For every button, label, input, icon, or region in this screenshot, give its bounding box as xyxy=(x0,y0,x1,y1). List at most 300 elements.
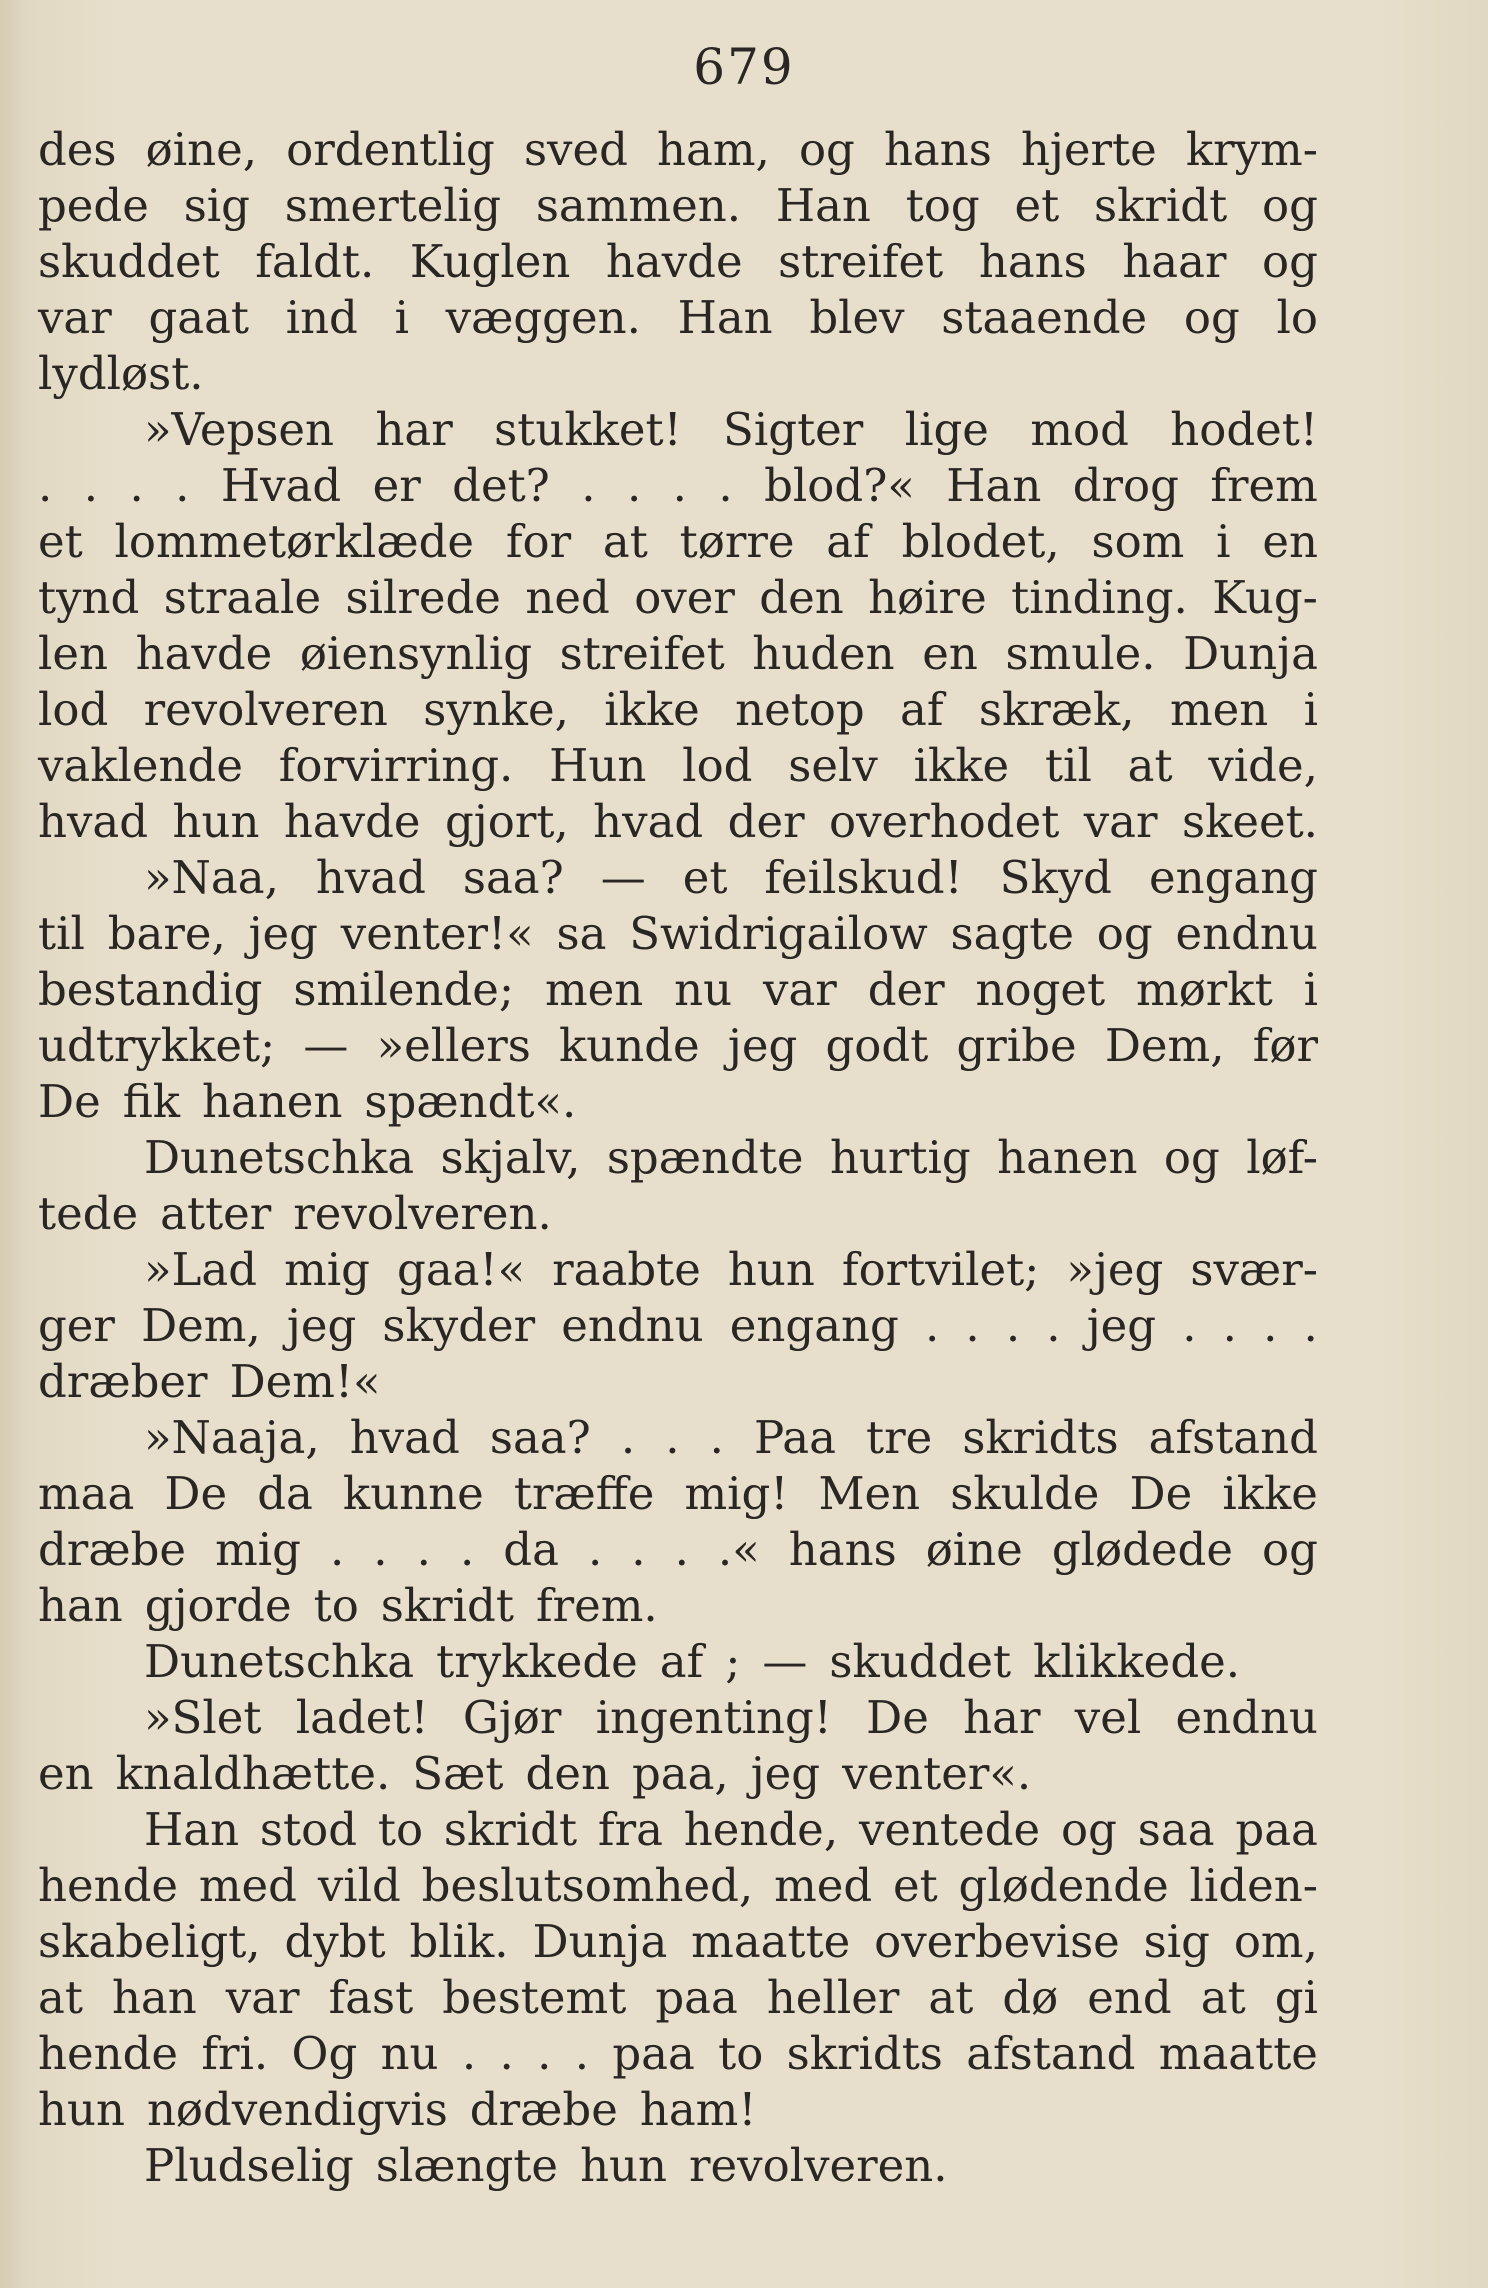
word: var xyxy=(38,291,112,344)
word: af xyxy=(900,683,944,736)
word: Gjør xyxy=(462,1691,562,1744)
text-line xyxy=(38,1578,1318,1634)
word: det? xyxy=(452,459,550,512)
word: »ellers xyxy=(376,1019,531,1072)
word: og xyxy=(1262,179,1318,232)
word: De xyxy=(164,1467,228,1520)
word: at xyxy=(602,515,648,568)
text-line xyxy=(38,962,1318,1018)
text-line xyxy=(38,1130,1318,1186)
word: var xyxy=(763,963,837,1016)
word: Swidrigailow xyxy=(629,907,928,960)
word: frem. xyxy=(535,1579,658,1632)
text-line xyxy=(38,794,1318,850)
word: ned xyxy=(525,571,610,624)
text-line xyxy=(38,1186,1318,1242)
word: to xyxy=(718,2027,764,2080)
word: hende xyxy=(38,2027,179,2080)
word: . xyxy=(672,459,687,512)
word: overhodet xyxy=(829,795,1060,848)
word: . xyxy=(461,2027,477,2080)
word: jeg xyxy=(1086,1299,1157,1352)
word: dræbe xyxy=(38,1523,187,1576)
word: hans xyxy=(978,235,1087,288)
word: træffe xyxy=(513,1467,655,1520)
word: sig xyxy=(1143,1915,1210,1968)
word: trykkede xyxy=(436,1635,638,1688)
word: De xyxy=(38,1075,101,1128)
word: paa, xyxy=(631,1747,729,1800)
word: vaklende xyxy=(38,739,243,792)
word: . xyxy=(718,459,733,512)
word: bare, xyxy=(107,907,226,960)
word: fik xyxy=(122,1075,181,1128)
word: øine xyxy=(925,1523,1023,1576)
text-line xyxy=(38,1970,1318,2026)
text-line xyxy=(38,1690,1318,1746)
word: De xyxy=(866,1691,929,1744)
word: . xyxy=(581,459,596,512)
word: som xyxy=(1091,515,1185,568)
word: hurtig xyxy=(829,1131,971,1184)
word: lommetørklæde xyxy=(114,515,475,568)
text-line xyxy=(38,2082,1318,2138)
word: lo xyxy=(1276,291,1318,344)
word: streifet xyxy=(778,235,944,288)
word: slængte xyxy=(375,2139,559,2192)
word: maatte xyxy=(691,1915,851,1968)
text-line xyxy=(38,738,1318,794)
word: nu xyxy=(380,2027,439,2080)
word: var xyxy=(225,1971,300,2024)
word: huden xyxy=(752,627,895,680)
word: Han xyxy=(775,179,871,232)
text-line xyxy=(38,1018,1318,1074)
word: hanen xyxy=(997,1131,1138,1184)
word: Hun xyxy=(549,739,647,792)
text-line xyxy=(38,234,1318,290)
word: fri. xyxy=(201,2027,269,2080)
word: dræbe xyxy=(469,2083,618,2136)
word: skyder xyxy=(382,1299,536,1352)
word: ham! xyxy=(639,2083,757,2136)
word: sved xyxy=(523,123,628,176)
text-line xyxy=(38,906,1318,962)
word: i xyxy=(1303,683,1318,736)
text-line xyxy=(38,122,1318,178)
word: »Slet xyxy=(144,1691,262,1744)
word: straale xyxy=(163,571,322,624)
word: Skyd xyxy=(999,851,1112,904)
word: jeg xyxy=(286,1299,357,1352)
word: Han xyxy=(677,291,773,344)
word: endnu xyxy=(561,1299,704,1352)
word: hun xyxy=(580,2139,668,2192)
text-line xyxy=(38,1634,1318,1690)
word: venter«. xyxy=(842,1747,1032,1800)
word: smilende; xyxy=(293,963,515,1016)
word: . xyxy=(587,1523,603,1576)
word: faldt. xyxy=(255,235,375,288)
text-line xyxy=(38,1746,1318,1802)
word: tre xyxy=(866,1411,933,1464)
word: . xyxy=(674,1523,689,1576)
word: engang xyxy=(729,1299,899,1352)
word: fortvilet; xyxy=(841,1243,1040,1296)
word: mod xyxy=(1030,403,1129,456)
word: og xyxy=(1262,1523,1318,1576)
word: før xyxy=(1252,1019,1318,1072)
word: skulde xyxy=(950,1467,1100,1520)
word: havde xyxy=(283,795,421,848)
word: — xyxy=(303,1019,349,1072)
word: hodet! xyxy=(1170,403,1318,456)
word: Kuglen xyxy=(409,235,571,288)
word: . xyxy=(709,1411,724,1464)
word: gaa!« xyxy=(397,1243,526,1296)
word: Han xyxy=(946,459,1042,512)
word: havde xyxy=(605,235,743,288)
word: krym- xyxy=(1185,123,1318,176)
word: . xyxy=(626,459,642,512)
word: lige xyxy=(904,403,989,456)
word: fast xyxy=(328,1971,414,2024)
word: sammen. xyxy=(535,179,742,232)
word: er xyxy=(372,459,421,512)
word: og xyxy=(1183,291,1240,344)
word: hun xyxy=(172,795,260,848)
word: . xyxy=(1182,1299,1197,1352)
word: . xyxy=(631,1523,646,1576)
word: tynd xyxy=(38,571,140,624)
word: skræk, xyxy=(978,683,1135,736)
word: Dem, xyxy=(1104,1019,1225,1072)
word: vel xyxy=(1074,1691,1142,1744)
word: netop xyxy=(735,683,865,736)
text-line xyxy=(38,458,1318,514)
word: De xyxy=(1129,1467,1193,1520)
word: »Vepsen xyxy=(144,403,335,456)
word: . xyxy=(1263,1299,1278,1352)
word: hvad xyxy=(315,851,426,904)
word: Pludselig xyxy=(144,2139,354,2192)
word: gribe xyxy=(956,1019,1077,1072)
word: hanen xyxy=(202,1075,343,1128)
word: gaat xyxy=(148,291,249,344)
word: at xyxy=(38,1971,83,2024)
word: da xyxy=(257,1467,313,1520)
word: men xyxy=(1169,683,1269,736)
word: overbevise xyxy=(874,1915,1120,1968)
word: ladet! xyxy=(295,1691,429,1744)
word: afstand xyxy=(1148,1411,1318,1464)
word: at xyxy=(928,1971,974,2024)
word: liden- xyxy=(1189,1859,1318,1912)
word: til xyxy=(1044,739,1092,792)
word: »Naaja, xyxy=(144,1411,320,1464)
word: ingenting! xyxy=(595,1691,832,1744)
word: da xyxy=(503,1523,559,1576)
word: paa xyxy=(1235,1803,1318,1856)
word: gi xyxy=(1274,1971,1318,2024)
word: . xyxy=(574,2027,590,2080)
word: ind xyxy=(285,291,358,344)
word: et xyxy=(38,515,83,568)
word: hvad xyxy=(349,1411,460,1464)
word: skuddet xyxy=(38,235,220,288)
word: . xyxy=(416,1523,431,1576)
word: udtrykket; xyxy=(38,1019,276,1072)
word: end xyxy=(1087,1971,1172,2024)
word: paa xyxy=(655,1971,738,2024)
word: haar xyxy=(1122,235,1227,288)
text-line xyxy=(38,1242,1318,1298)
word: Dem, xyxy=(141,1299,261,1352)
word: Dunja xyxy=(532,1915,668,1968)
word: . xyxy=(329,1523,345,1576)
word: . xyxy=(459,1523,475,1576)
word: men xyxy=(544,963,644,1016)
word: hans xyxy=(883,123,992,176)
word: væggen. xyxy=(445,291,641,344)
word: lod xyxy=(682,739,753,792)
word: hvad xyxy=(593,795,704,848)
word: skjalv, xyxy=(440,1131,581,1184)
word: en xyxy=(922,627,978,680)
word: mig xyxy=(284,1243,370,1296)
word: ger xyxy=(38,1299,115,1352)
word: han xyxy=(111,1971,197,2024)
word: der xyxy=(867,963,945,1016)
word: skridts xyxy=(786,2027,943,2080)
word: . xyxy=(1222,1299,1237,1352)
word: spændt«. xyxy=(364,1075,577,1128)
text-line xyxy=(38,850,1318,906)
word: gjort, xyxy=(444,795,569,848)
word: ; xyxy=(725,1635,741,1688)
word: ordentlig xyxy=(286,123,495,176)
text-line xyxy=(38,2026,1318,2082)
word: han xyxy=(38,1579,123,1632)
word: blev xyxy=(809,291,905,344)
word: maatte xyxy=(1158,2027,1318,2080)
text-line xyxy=(38,1354,1318,1410)
text-line xyxy=(38,1914,1318,1970)
word: med xyxy=(198,1859,297,1912)
word: Dem!« xyxy=(229,1355,381,1408)
word: ikke xyxy=(913,739,1010,792)
word: to xyxy=(313,1579,359,1632)
word: Kug- xyxy=(1212,571,1318,624)
text-line xyxy=(38,1522,1318,1578)
word: frem xyxy=(1210,459,1318,512)
text-line xyxy=(38,1466,1318,1522)
word: skabeligt, xyxy=(38,1915,261,1968)
word: ham, xyxy=(657,123,770,176)
word: blodet, xyxy=(901,515,1060,568)
word: hans xyxy=(788,1523,897,1576)
word: smertelig xyxy=(284,179,502,232)
text-line xyxy=(38,570,1318,626)
word: tørre xyxy=(679,515,795,568)
word: . xyxy=(924,1299,940,1352)
word: vild xyxy=(317,1859,401,1912)
word: . xyxy=(373,1523,388,1576)
word: et xyxy=(682,851,728,904)
word: skridt xyxy=(443,1803,578,1856)
word: knaldhætte. xyxy=(115,1747,391,1800)
page-number: 679 xyxy=(693,38,795,96)
word: sa xyxy=(556,907,607,960)
word: fra xyxy=(597,1803,663,1856)
word: et xyxy=(1014,179,1060,232)
word: der xyxy=(727,795,805,848)
word: tog xyxy=(905,179,980,232)
word: ikke xyxy=(604,683,700,736)
word: raabte xyxy=(552,1243,701,1296)
word: kunne xyxy=(342,1467,484,1520)
word: dræber xyxy=(38,1355,208,1408)
word: . xyxy=(1005,1299,1021,1352)
word: synke, xyxy=(423,683,569,736)
word: ventede xyxy=(858,1803,1041,1856)
word: pede xyxy=(38,179,149,232)
word: i xyxy=(1216,515,1231,568)
word: streifet xyxy=(559,627,725,680)
word: mørkt xyxy=(1136,963,1273,1016)
word: saa? xyxy=(462,851,564,904)
word: to xyxy=(377,1803,424,1856)
word: — xyxy=(762,1635,808,1688)
word: jeg xyxy=(248,907,318,960)
word: jeg xyxy=(727,1019,798,1072)
text-line xyxy=(38,178,1318,234)
word: Sigter xyxy=(723,403,864,456)
text-line xyxy=(38,514,1318,570)
word: »Naa, xyxy=(144,851,279,904)
word: glødende xyxy=(958,1859,1169,1912)
word: over xyxy=(634,571,735,624)
word: bestemt xyxy=(442,1971,627,2024)
word: skridt xyxy=(1094,179,1228,232)
word: drog xyxy=(1072,459,1179,512)
word: mig xyxy=(215,1523,301,1576)
word: Dunja xyxy=(1183,627,1318,680)
word: feilskud! xyxy=(764,851,963,904)
word: dø xyxy=(1002,1971,1059,2024)
word: silrede xyxy=(345,571,501,624)
word: sagte xyxy=(950,907,1074,960)
word: smule. xyxy=(1005,627,1156,680)
word: spændte xyxy=(606,1131,804,1184)
word: Paa xyxy=(754,1411,836,1464)
word: hun xyxy=(38,2083,125,2136)
word: svær- xyxy=(1190,1243,1318,1296)
word: af xyxy=(659,1635,704,1688)
word: len xyxy=(38,627,109,680)
word: hvad xyxy=(38,795,149,848)
word: hende xyxy=(38,1859,179,1912)
word: og xyxy=(1163,1131,1220,1184)
text-line xyxy=(38,1298,1318,1354)
word: til xyxy=(38,907,85,960)
word: nødvendigvis xyxy=(146,2083,448,2136)
word: hjerte xyxy=(1020,123,1157,176)
word: og xyxy=(1096,907,1153,960)
word: heller xyxy=(766,1971,900,2024)
word: »Lad xyxy=(144,1243,258,1296)
word: Han xyxy=(144,1803,240,1856)
word: en xyxy=(1262,515,1318,568)
word: maa xyxy=(38,1467,135,1520)
word: lod xyxy=(38,683,109,736)
word: i xyxy=(1303,963,1318,1016)
word: saa? xyxy=(489,1411,591,1464)
word: at xyxy=(1127,739,1173,792)
word: hun xyxy=(727,1243,815,1296)
word: dybt xyxy=(284,1915,386,1968)
word: høire xyxy=(868,571,987,624)
word: for xyxy=(505,515,572,568)
word: forvirring. xyxy=(278,739,514,792)
word: den xyxy=(525,1747,610,1800)
text-line xyxy=(38,402,1318,458)
word: at xyxy=(1200,1971,1246,2024)
word: gjorde xyxy=(144,1579,292,1632)
text-line xyxy=(38,682,1318,738)
word: i xyxy=(394,291,409,344)
word: beslutsomhed, xyxy=(421,1859,754,1912)
word: et xyxy=(893,1859,938,1912)
word: nu xyxy=(674,963,733,1016)
word: endnu xyxy=(1175,1691,1318,1744)
word: og xyxy=(798,123,855,176)
word: — xyxy=(600,851,646,904)
word: ikke xyxy=(1222,1467,1318,1520)
word: af xyxy=(826,515,870,568)
word: . xyxy=(129,459,144,512)
word: revolveren. xyxy=(689,2139,948,2192)
word: Hvad xyxy=(220,459,342,512)
word: . xyxy=(965,1299,980,1352)
word: godt xyxy=(825,1019,929,1072)
word: klikkede. xyxy=(1033,1635,1241,1688)
word: har xyxy=(375,403,453,456)
word: des xyxy=(38,123,117,176)
word: .« xyxy=(717,1523,760,1576)
word: skridts xyxy=(962,1411,1119,1464)
word: sig xyxy=(183,179,250,232)
word: . xyxy=(665,1411,680,1464)
word: tede xyxy=(38,1187,139,1240)
word: mig! xyxy=(684,1467,789,1520)
word: om, xyxy=(1233,1915,1318,1968)
word: . xyxy=(499,2027,514,2080)
word: stod xyxy=(259,1803,357,1856)
word: atter xyxy=(160,1187,272,1240)
word: stukket! xyxy=(494,403,682,456)
text-line xyxy=(38,2138,1318,2194)
word: øiensynlig xyxy=(299,627,533,680)
word: den xyxy=(759,571,844,624)
text-line xyxy=(38,1802,1318,1858)
word: noget xyxy=(975,963,1106,1016)
word: skuddet xyxy=(829,1635,1012,1688)
word: . xyxy=(1046,1299,1061,1352)
word: hende, xyxy=(683,1803,839,1856)
word: Dunetschka xyxy=(144,1131,415,1184)
word: engang xyxy=(1148,851,1318,904)
